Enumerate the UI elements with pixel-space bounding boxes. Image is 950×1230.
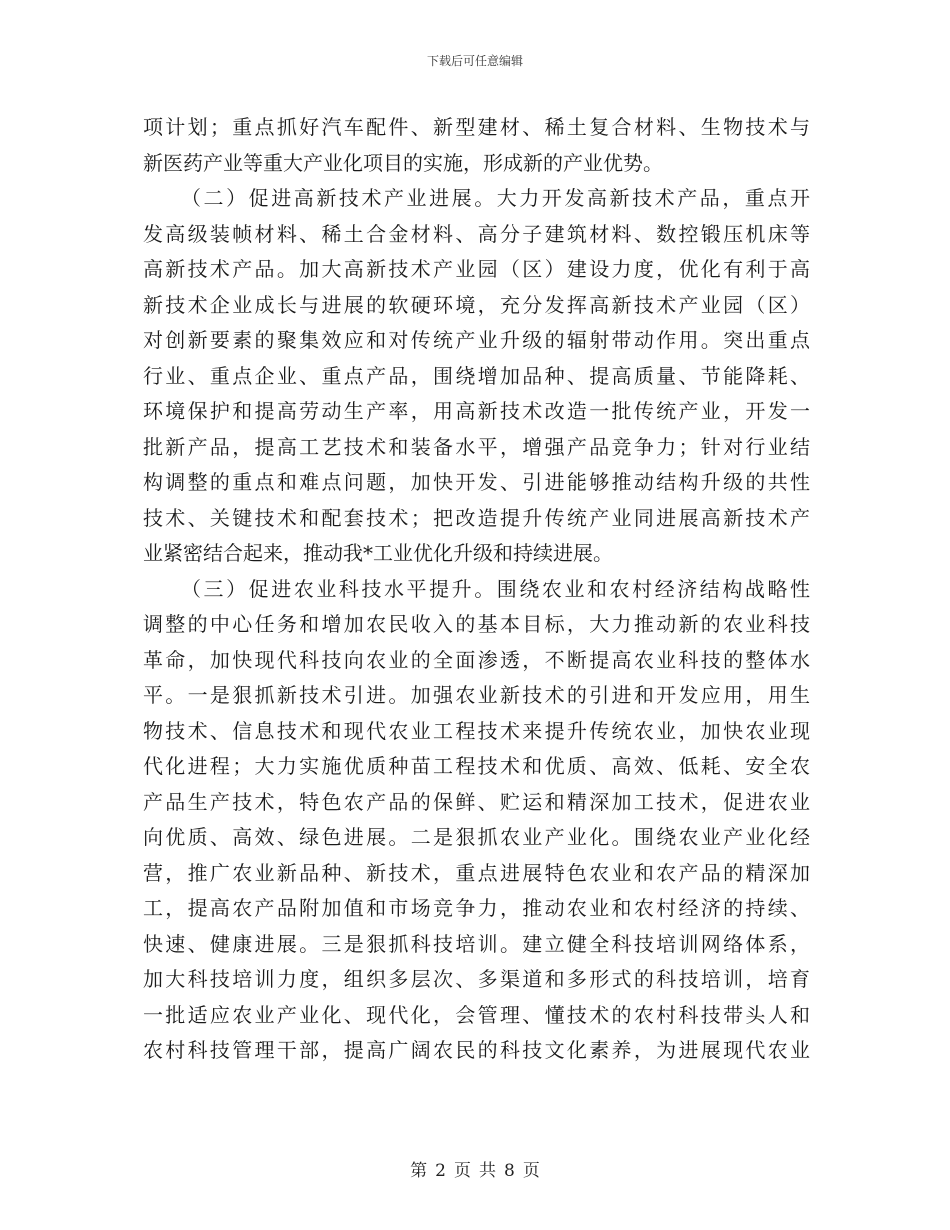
body-line: 行业、重点企业、重点产品，围绕增加品种、提高质量、节能降耗、 — [143, 363, 810, 388]
body-line: 一批适应农业产业化、现代化，会管理、懂技术的农村科技带头人和 — [143, 1002, 810, 1027]
footer-ye2: 页 — [522, 1161, 540, 1181]
body-line: 革命，加快现代科技向农业的全面渗透，不断提高农业科技的整体水 — [143, 647, 810, 672]
footer-gong: 共 — [479, 1161, 496, 1181]
footer-page-number: 2 — [435, 1161, 446, 1181]
body-line: 项计划；重点抓好汽车配件、新型建材、稀土复合材料、生物技术与 — [143, 115, 810, 139]
footer-ye: 页 — [454, 1161, 471, 1181]
body-line: 快速、健康进展。三是狠抓科技培训。建立健全科技培训网络体系， — [143, 931, 810, 956]
body-line: 构调整的重点和难点问题，加快开发、引进能够推动结构升级的共性 — [143, 470, 810, 494]
body-line: 环境保护和提高劳动生产率，用高新技术改造一批传统产业，开发一 — [143, 399, 810, 423]
paragraph-start-line: （三）促进农业科技水平提升。围绕农业和农村经济结构战略性 — [181, 576, 810, 601]
body-line: 向优质、高效、绿色进展。二是狠抓农业产业化。围绕农业产业化经 — [143, 825, 810, 849]
footer-di: 第 — [410, 1161, 428, 1181]
body-line: 工，提高农产品附加值和市场竞争力，推动农业和农村经济的持续、 — [143, 896, 810, 920]
body-line: 调整的中心任务和增加农民收入的基本目标，大力推动新的农业科技 — [143, 612, 810, 636]
body-line: 物技术、信息技术和现代农业工程技术来提升传统农业，加快农业现 — [143, 718, 810, 743]
body-line: 营，推广农业新品种、新技术，重点进展特色农业和农产品的精深加 — [143, 860, 810, 885]
body-line: 加大科技培训力度，组织多层次、多渠道和多形式的科技培训，培育 — [143, 967, 810, 991]
body-line: 代化进程；大力实施优质种苗工程技术和优质、高效、低耗、安全农 — [143, 754, 810, 778]
body-line: 发高级装帧材料、稀土合金材料、高分子建筑材料、数控锻压机床等 — [143, 221, 810, 246]
body-line: 技术、关键技术和配套技术；把改造提升传统产业同进展高新技术产 — [143, 505, 810, 530]
paragraph-start-line: （二）促进高新技术产业进展。大力开发高新技术产品，重点开 — [181, 186, 810, 210]
body-line: 产品生产技术，特色农产品的保鲜、贮运和精深加工技术，促进农业 — [143, 789, 810, 814]
document-body — [143, 110, 810, 1069]
body-line: 新技术企业成长与进展的软硬环境，充分发挥高新技术产业园（区） — [143, 292, 810, 317]
body-line: 新医药产业等重大产业化项目的实施，形成新的产业优势。 — [143, 150, 663, 175]
body-line: 农村科技管理干部，提高广阔农民的科技文化素养，为进展现代农业 — [143, 1038, 810, 1062]
body-line: 平。一是狠抓新技术引进。加强农业新技术的引进和开发应用，用生 — [143, 683, 810, 707]
page-footer — [0, 1156, 950, 1181]
body-line: 业紧密结合起来，推动我*工业优化升级和持续进展。 — [143, 541, 613, 565]
page-header: 下载后可任意编辑 — [426, 54, 523, 68]
footer-total-pages: 8 — [504, 1161, 515, 1181]
body-line: 批新产品，提高工艺技术和装备水平，增强产品竞争力；针对行业结 — [143, 434, 810, 459]
body-line: 高新技术产品。加大高新技术产业园（区）建设力度，优化有利于高 — [143, 257, 810, 281]
body-line: 对创新要素的聚集效应和对传统产业升级的辐射带动作用。突出重点 — [143, 328, 810, 352]
